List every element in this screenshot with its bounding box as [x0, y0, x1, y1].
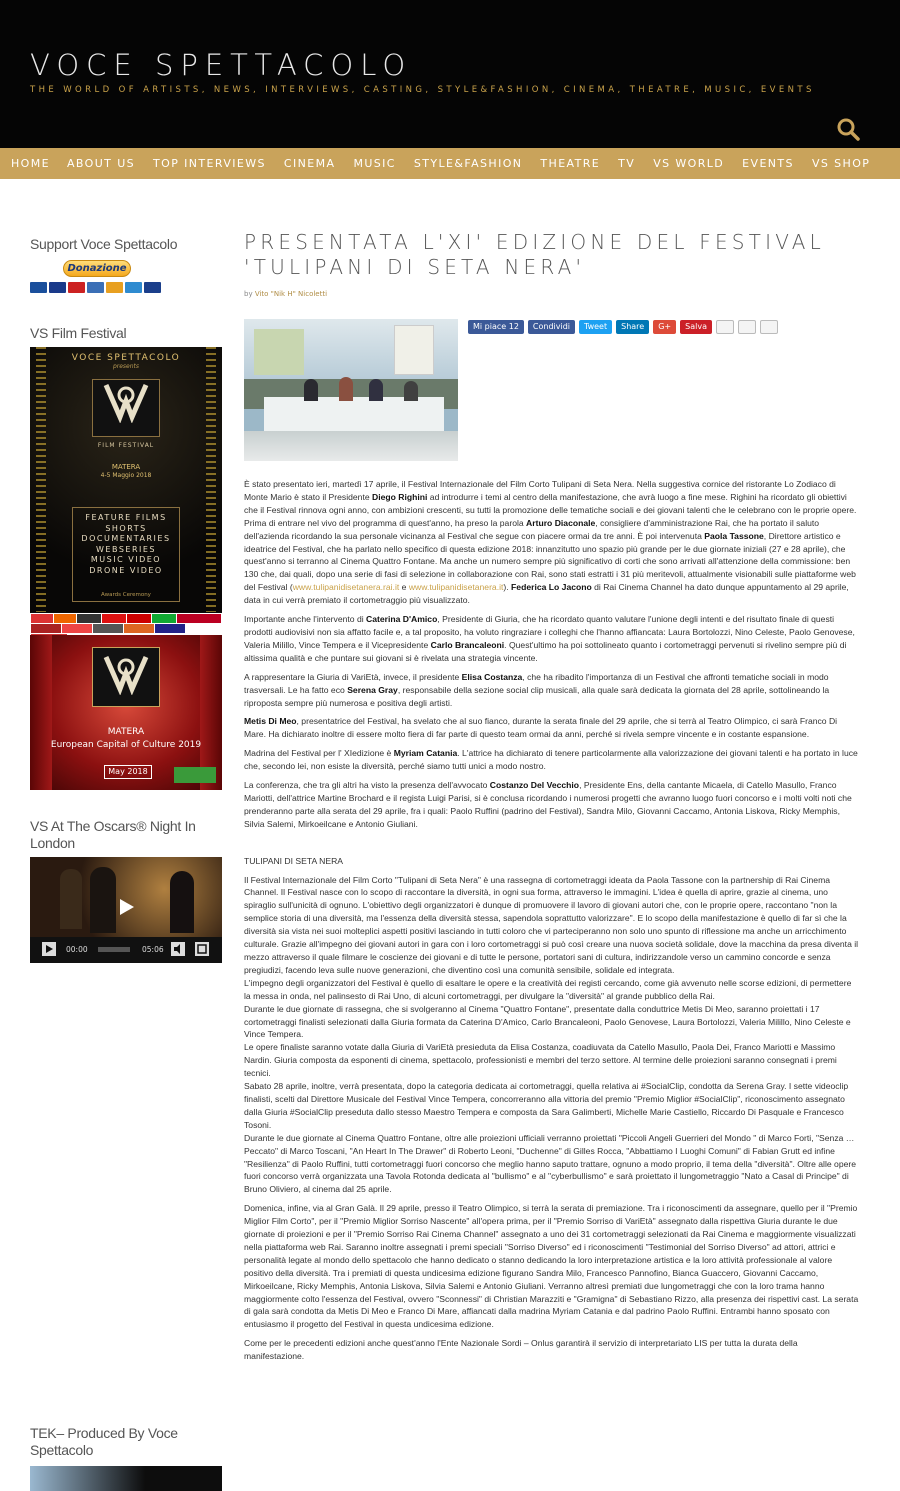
poster-category: FEATURE FILMS: [85, 513, 167, 522]
article-body: [244, 478, 860, 1369]
play-icon[interactable]: [116, 897, 136, 917]
tek-widget-title: TEK– Produced By Voce Spettacolo: [30, 1425, 178, 1458]
poster-month: May 2018: [104, 765, 152, 779]
nav-item-cinema[interactable]: CINEMA: [283, 157, 336, 170]
mastercard-icon: [68, 282, 85, 293]
rai-site-link[interactable]: www.tulipanidisetanera.rai.it: [292, 582, 400, 593]
poster-category: DOCUMENTARIES: [81, 534, 171, 543]
subheading: TULIPANI DI SETA NERA: [244, 855, 344, 866]
nav-item-events[interactable]: EVENTS: [742, 157, 794, 170]
festival-widget-title: VS Film Festival: [30, 325, 127, 341]
nav-item-style-fashion[interactable]: STYLE&FASHION: [413, 157, 523, 170]
author-link[interactable]: Vito "Nik H" Nicoletti: [254, 290, 328, 298]
poster-capital: European Capital of Culture 2019: [50, 740, 202, 750]
play-button-icon[interactable]: [42, 942, 56, 956]
main-nav: [0, 148, 900, 179]
amex-icon: [125, 282, 142, 293]
paragraph: È stato presentato ieri, martedì 17 aprile, il Festival Internazionale del Film Corto Tulipani di Seta Nera. Nella suggestiva cornice del ristorante Lo Zodiaco di Monte Mario è stato il Presidente Diego Righini ad introdurre i temi al centro della manifestazione, che avrà luogo a fine mese. Righini ha ricordato gli obiettivi che il Festival rinnova ogni anno, con ambizioni crescenti, su tutti la promozione delle tematiche sociali e dei giovani talenti che le celebrano con le proprie opere. Prima di entrare nel vivo del programma di quest'anno, ha preso la parola Arturo Diaconale, consigliere d'amministrazione Rai, che ha portato il saluto dell'azienda ricordando la sua personale vicinanza al Festival che segue con piacere ormai da tre anni. È poi intervenuta Paola Tassone, Direttore artistico e ideatrice del Festival, che ha parlato nello specifico di questa edizione 2018: innanzitutto uno spazio più grande per le due giornate iniziali (27 e 28 aprile), che quest'anno si terranno al Cinema Quattro Fontane. Ma anche un numero sempre più significativo di corti che sono arrivati all'attenzione della commissione: ben 130 che, dai quali, dopo una serie di fasi di selezione in collaborazione con Rai, sono stati estratti i 31 più meritevoli, attualmente visionabili sulle piattaforme web del Festival (www.tulipanidisetanera.rai.it e www.tulipanidisetanera.it). Federica Lo Jacono di Rai Cinema Channel ha dato dunque appuntamento al 29 aprile, data in cui verrà premiato il cortometraggio più visualizzato.: [244, 479, 857, 606]
nav-item-about-us[interactable]: ABOUT US: [66, 157, 136, 170]
poster-dates: 4-5 Maggio 2018: [100, 472, 152, 479]
tek-widget: [30, 1425, 222, 1491]
share-button-mi-piace-12[interactable]: Mi piace 12: [468, 320, 524, 334]
article-photo: [244, 319, 458, 461]
bank-icon: [144, 282, 161, 293]
poster-presents: presents: [112, 363, 140, 370]
volume-icon[interactable]: [171, 942, 185, 956]
share-bar: [468, 320, 778, 334]
search-icon[interactable]: [836, 117, 860, 141]
paragraph: Il Festival Internazionale del Film Corto "Tulipani di Seta Nera" è una rassegna di cortometraggi ideata da Paola Tassone con la partnership di Rai Cinema Channel. Il Festival nasce con lo scopo di raccontare la diversità, in ogni sua forma, attraverso le immagini. L'idea è quella di aprire, grazie al cinema, uno spiraglio sull'unicità di ognuno. L'obiettivo degli organizzatori è dunque di promuovere il lavoro di giovani autori che, con le proprie opere, raccontano "non la semplice storia di una diversità, ma l'essenza della diversità stessa, sapendola soprattutto valorizzare". E lo scopo della manifestazione è quello di far sì che la diversità sia vista nei suoi molteplici aspetti positivi lasciando in tutti coloro che vi parteciperanno non solo uno spunto di riflessione ma anche un arricchimento culturale. Grazie all'impegno dei giovani autori in gara con i loro cortometraggi si può così creare una nuova società solidale, dove la macchina da presa diventa il mezzo attraverso il quale filmare le coscienze dei giovani e di tutte le persone, portatori sani di cultura, indirizzandole verso un cammino concorde e senza pregiudizi, facendo leva sulle nuove generazioni, che diventino così una comunità sensibile, solidale ed integrata. L'impegno degli organizzatori del Festival è quello di esaltare le opere e la creatività dei registi cercando, come già avvenuto nelle scorse edizioni, di permettere la messa in onda, nel palinsesto di Rai Uno, di alcuni cortometraggi, per divulgare la "diversità" al grande pubblico della Rai. Durante le due giornate di rassegna, che si svolgeranno al Cinema "Quattro Fontane", presentate dalla conduttrice Metis Di Meo, saranno proiettati i 17 cortometraggi finalisti selezionati dalla Giuria formata da Caterina D'Amico, Carlo Brancaleoni, Paolo Genovese, Laura Bortolozzi, Valeria Milillo, Nino Celeste e Vince Tempera. Le opere finaliste saranno votate dalla Giuria di VariEtà presieduta da Elisa Costanza, coadiuvata da Catello Masullo, Paola Dei, Franco Mariotti e Massimo Nardin. Giuria composta da esponenti di cinema, spettacolo, professionisti e membri del terzo settore. Al termine delle proiezioni saranno consegnati i premi tecnici. Sabato 28 aprile, inoltre, verrà presentata, dopo la categoria dedicata ai cortometraggi, quella relativa ai #SocialClip, condotta da Serena Gray. I sette videoclip finalisti, scelti dal Direttore Musicale del Festival Vince Tempera, concorreranno alla vittoria del premio "Premio Miglior #SocialClip", riconoscimento assegnato dalla Giuria #SocialClip preseduta dallo stesso Maestro Tempera e composta da Sara Galimberti, Michelle Marie Castiello, Riccardo Di Pasquale e Francesco Tosoni. Durante le due giornate al Cinema Quattro Fontane, oltre alle proiezioni ufficiali verranno proiettati "Piccoli Angeli Guerrieri del Mondo " di Marco Forti, "Senza … Peccato" di Marco Toscani, "An Heart In The Drawer" di Roberto Leoni, "Duchenne" di Gilles Rocca, "Abbattiamo I Luoghi Comuni" di Fabian Grutt ed infine "Resilienza" di Paolo Ruffini, tutti cortometraggi fuori concorso che meglio hanno saputo trattare, ognuno a modo proprio, il tema della "diversità". Oltre alle opere fuori concorso verrà organizzata una Tavola Rotonda dedicata al "bullismo" e al "cyberbullismo" e sarà proiettato il lungometraggio "Nato a Casal di Principe" di Bruno Oliviero, al cinema dal 25 aprile.: [244, 874, 859, 1195]
poster-awards: Awards Ceremony: [101, 592, 151, 598]
oscars-video-player[interactable]: [30, 857, 222, 963]
poster-category: DRONE VIDEO: [89, 565, 163, 575]
discover-icon: [106, 282, 123, 293]
poster-capital-city: MATERA: [107, 727, 145, 737]
by-label: by: [244, 290, 253, 298]
poster-category: MUSIC VIDEO: [90, 555, 162, 564]
site-title[interactable]: VOCE SPETTACOLO: [30, 48, 413, 82]
nav-item-top-interviews[interactable]: TOP INTERVIEWS: [153, 157, 266, 170]
post-title: PRESENTATA L'XI' EDIZIONE DEL FESTIVAL 'TULIPANI DI SETA NERA': [244, 230, 826, 279]
sponsor-strip: [30, 613, 222, 635]
oscars-widget-title: VS At The Oscars® Night In London: [30, 818, 196, 851]
vs-logo-icon: [100, 381, 152, 423]
payment-cards: [30, 282, 161, 293]
nav-item-vs-world[interactable]: VS WORLD: [653, 157, 725, 170]
share-button-share[interactable]: Share: [616, 320, 649, 334]
card-icon: [30, 282, 47, 293]
festival-site-link[interactable]: www.tulipanidisetanera.it: [408, 582, 504, 593]
paragraph: La conferenza, che tra gli altri ha visto la presenza dell'avvocato Costanzo Del Vecchio, Presidente Ens, della cantante Micaela, di Catello Masullo, Franco Mariotti, dell'attrice Martine Brochard e il regista Luigi Parisi, si è conclusa ricordando i numerosi progetti che avranno luogo fuori concorso e i molti volti noti che prenderanno parte alla serata del 29 aprile, fra i quali: Paolo Ruffini (padrino del Festival), Sandra Milo, Giovanni Caccamo, Antonia Liskova, Ricky Memphis, Silvia Salemi, Mirkoeilcane e Antonio Giuliani.: [244, 780, 852, 829]
vs-logo-icon: [100, 653, 152, 695]
nav-item-tv[interactable]: TV: [618, 157, 636, 170]
paragraph: Metis Di Meo, presentatrice del Festival, ha svelato che al suo fianco, durante la serata finale del 29 aprile, che si terrà al Teatro Olimpico, ci sarà Franco Di Mare. Ha dichiarato inoltre di essere molto fiera di far parte di questo team ormai da anni, perché si rivela sempre vincente e in costante espansione.: [244, 716, 838, 740]
paragraph: Madrina del Festival per l' XIedizione è Myriam Catania. L'attrice ha dichiarato di tenere particolarmente alla valorizzazione dei giovani talenti e ha portato in luce che, secondo lei, non esiste la diversità, perché siamo tutti unici a modo nostro.: [244, 748, 858, 772]
nav-item-vs-shop[interactable]: VS SHOP: [811, 157, 871, 170]
print-icon[interactable]: [716, 320, 734, 334]
nav-item-theatre[interactable]: THEATRE: [540, 157, 601, 170]
share-button-tweet[interactable]: Tweet: [579, 320, 612, 334]
visa-icon: [49, 282, 66, 293]
paragraph: A rappresentare la Giuria di VariEtà, invece, il presidente Elisa Costanza, che ha ribadito l'importanza di un Festival che affronti tematiche sociali in modo trasversali. Le ha fatto eco Serena Gray, responsabile della sezione social clip musicali, alla quale sarà dedicata la giornata del 28 aprile, sottolineando la riproposta sempre più numerosa e positiva degli artisti.: [244, 671, 830, 708]
share-button-condividi[interactable]: Condividi: [528, 320, 575, 334]
poster-categories: [72, 507, 180, 602]
site-tagline: THE WORLD OF ARTISTS, NEWS, INTERVIEWS, CASTING, STYLE&FASHION, CINEMA, THEATRE, MUSIC, EVENTS: [30, 85, 815, 95]
article: [244, 230, 860, 1362]
poster-city: MATERA: [111, 463, 141, 471]
share-button-g-[interactable]: G+: [653, 320, 676, 334]
poster-brand: VOCE SPETTACOLO: [71, 353, 181, 363]
nav-item-music[interactable]: MUSIC: [353, 157, 396, 170]
video-progress[interactable]: [98, 947, 130, 952]
donate-button[interactable]: Donazione: [63, 260, 131, 277]
paypal-icon: [87, 282, 104, 293]
video-duration: 05:06: [142, 945, 164, 954]
paragraph: Domenica, infine, via al Gran Galà. Il 29 aprile, presso il Teatro Olimpico, si terrà la serata di premiazione. Tra i riconoscimenti da assegnare, quello per il "Premio Miglior Film Corto", per il "Premio Miglior Sorriso Nascente" all'opera prima, per il "Premio Sorriso di VariEtà" assegnato dalla rispettiva Giuria durante le due giornate di proiezioni e per il "Premio Sorriso Rai Cinema Channel" assegnato a uno dei 31 cortometraggi selezionati da Rai Cinema e maggiormente visualizzati nella piattaforma web Rai. Saranno inoltre assegnati i premi speciali "Sorriso Diverso" ed i riconoscimenti "Testimonial del Sorriso Diverso" ad attori, attrici e personalità legate al mondo dello spettacolo che hanno dedicato o stanno dedicando la loro interpretazione artistica e la loro attività professionale al valore positivo della diversità. Tra i premiati di questa undicesima edizione figurano Sandra Milo, Francesco Pannofino, Bianca Guaccero, Giovanni Caccamo, Mirkoeilcane, Ricky Memphis, Antonia Liskova, Silvia Salemi e Antonio Giuliani. Verranno altresì premiati due lungometraggi che con la loro trama hanno maggiormente colto l'essenza del Festival, ovvero "Sconnessi" di Christian Marazziti e "Gramigna" di Sebastiano Rizzo, alla presenza dei rispettivi cast. La serata di gala sarà condotta da Metis Di Meo e Franco Di Mare, affiancati dalla madrina Myriam Catania e dal padrino Paolo Ruffini. Entrambi hanno sposato con entusiasmo il progetto del Festival in questa undicesima edizione.: [244, 1203, 859, 1330]
poster-festival: FILM FESTIVAL: [97, 442, 155, 449]
poster-category: SHORTS: [105, 523, 147, 533]
festival-poster[interactable]: [30, 347, 222, 790]
sponsor-logo: [174, 767, 216, 783]
site-header: [0, 0, 900, 148]
email-icon[interactable]: [760, 320, 778, 334]
tek-video[interactable]: [30, 1466, 222, 1491]
fullscreen-icon[interactable]: [195, 942, 209, 956]
paragraph: Importante anche l'intervento di Caterina D'Amico, Presidente di Giuria, che ha ricordato quanto valutare l'unione degli intenti e del risultato finale di questi prodotti audiovisivi non sia affatto facile e, a tal proposito, ha voluto ringraziare i colleghi che l'hanno affiancata: Laura Bortolozzi, Nino Celeste, Paolo Genovese, Valeria Milillo, Vince Tempera e il Vicepresidente Carlo Brancaleoni. Quest'ultimo ha poi sottolineato quanto i cortometraggi pervenuti si rivelino sempre più di altissima qualità e che puntare sui giovani si è rivelata una strategia vincente.: [244, 614, 855, 663]
nav-item-home[interactable]: HOME: [11, 157, 50, 170]
video-current-time: 00:00: [66, 945, 88, 954]
share-button-salva[interactable]: Salva: [680, 320, 712, 334]
byline: [244, 290, 327, 298]
paragraph: Come per le precedenti edizioni anche quest'anno l'Ente Nazionale Sordi – Onlus garantirà il servizio di interpretariato LIS per tutta la durata della manifestazione.: [244, 1338, 798, 1362]
support-widget-title: Support Voce Spettacolo: [30, 236, 178, 252]
poster-category: WEBSERIES: [96, 544, 156, 554]
pdf-icon[interactable]: [738, 320, 756, 334]
